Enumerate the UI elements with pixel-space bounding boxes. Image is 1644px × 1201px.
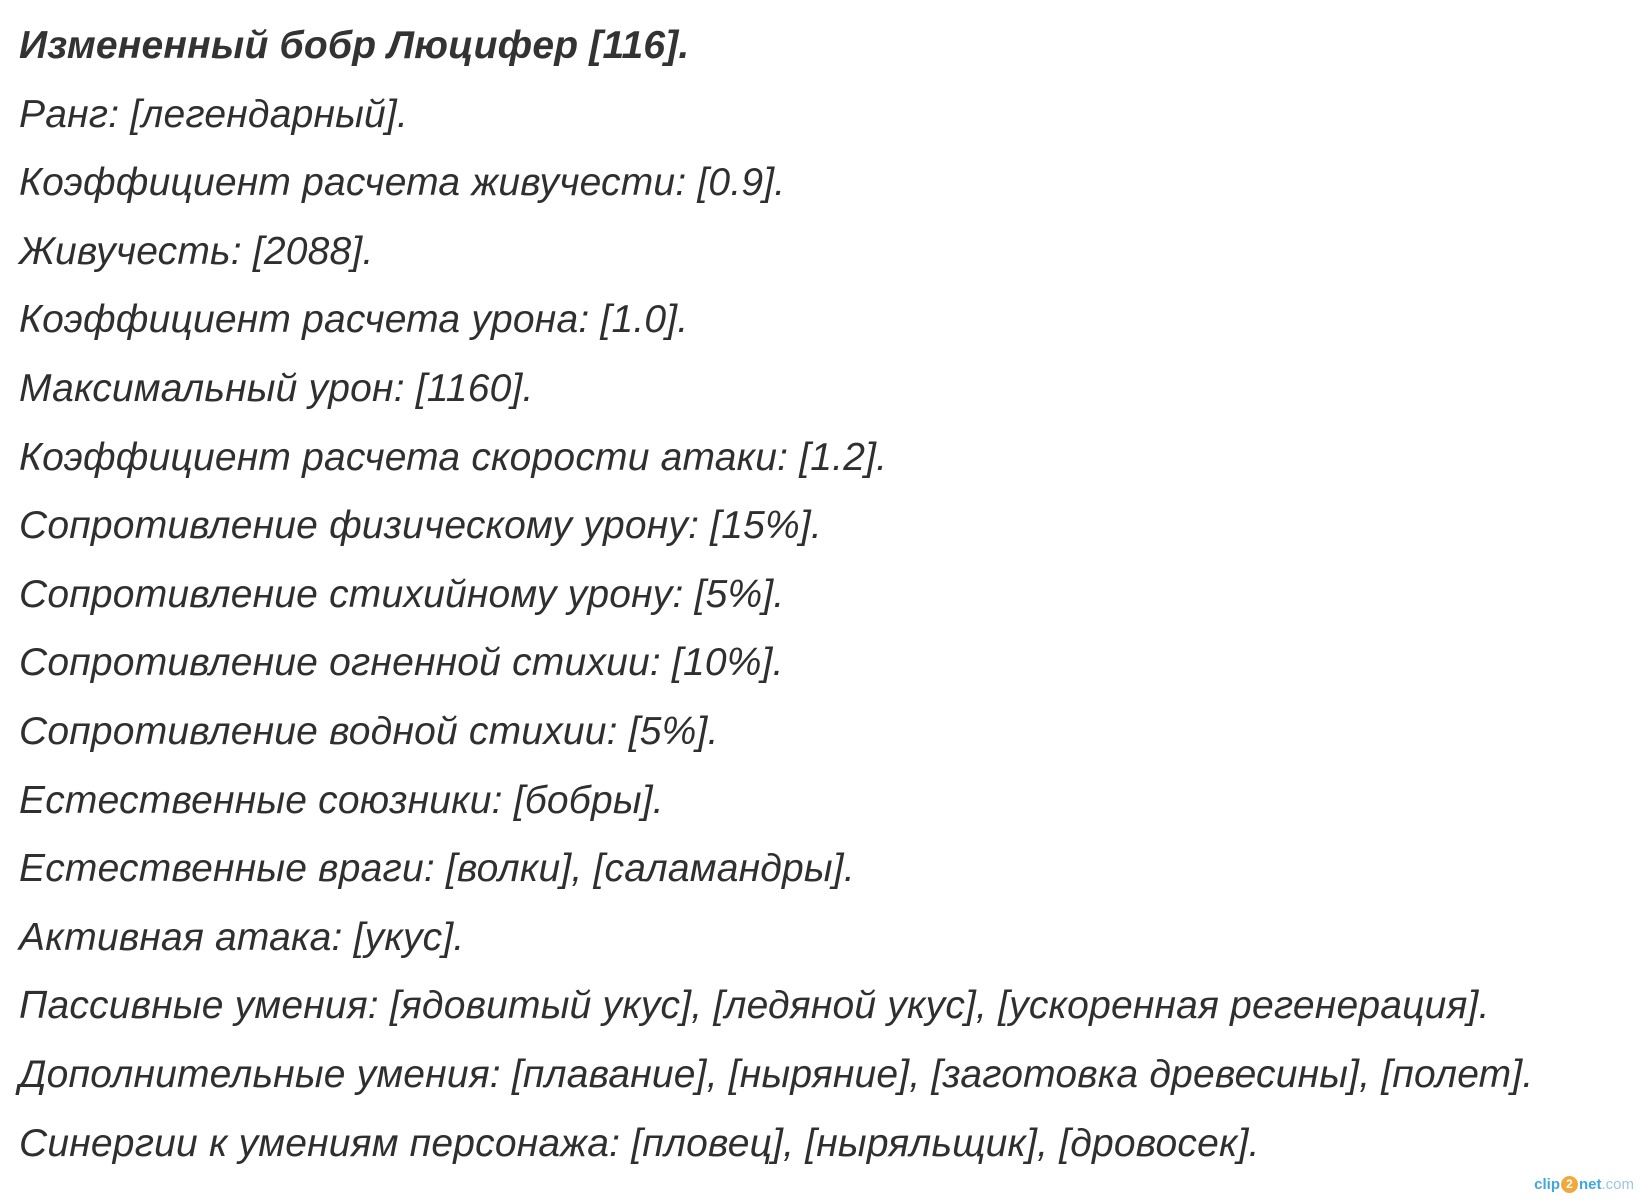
stat-fire-resistance: Сопротивление огненной стихии: [10%]. [19,641,784,685]
stat-rank: Ранг: [легендарный]. [19,92,408,136]
stat-natural-enemies: Естественные враги: [волки], [саламандры]. [19,847,855,891]
stat-passive-skills: Пассивные умения: [ядовитый укус], [ледяной укус], [ускоренная регенерация]. [19,984,1490,1028]
watermark-domain: .com [1601,1176,1634,1193]
stats-list [19,81,1619,1179]
stat-max-damage: Максимальный урон: [1160]. [19,366,534,410]
document-body [19,12,1619,1178]
stat-elemental-resistance: Сопротивление стихийному урону: [5%]. [19,572,785,616]
watermark-text-clip: clip [1534,1176,1560,1193]
stat-vitality: Живучесть: [2088]. [19,229,374,273]
creature-title: Измененный бобр Люцифер [116]. [19,24,690,67]
stat-physical-resistance: Сопротивление физическому урону: [15%]. [19,504,822,548]
watermark-two-badge: 2 [1561,1176,1578,1193]
stat-active-attack: Активная атака: [укус]. [19,915,465,959]
stat-natural-allies: Естественные союзники: [бобры]. [19,778,664,822]
stat-water-resistance: Сопротивление водной стихии: [5%]. [19,709,719,753]
stat-damage-coefficient: Коэффициент расчета урона: [1.0]. [19,298,689,342]
stat-additional-skills: Дополнительные умения: [плавание], [ныряние], [заготовка древесины], [полет]. [19,1052,1534,1096]
stat-character-synergies: Синергии к умениям персонажа: [пловец], [ныряльщик], [дровосек]. [19,1121,1260,1165]
stat-vitality-coefficient: Коэффициент расчета живучести: [0.9]. [19,161,786,205]
watermark-text-net: net [1578,1176,1602,1193]
clip2net-watermark [1534,1176,1634,1193]
stat-attack-speed-coefficient: Коэффициент расчета скорости атаки: [1.2]. [19,435,888,479]
